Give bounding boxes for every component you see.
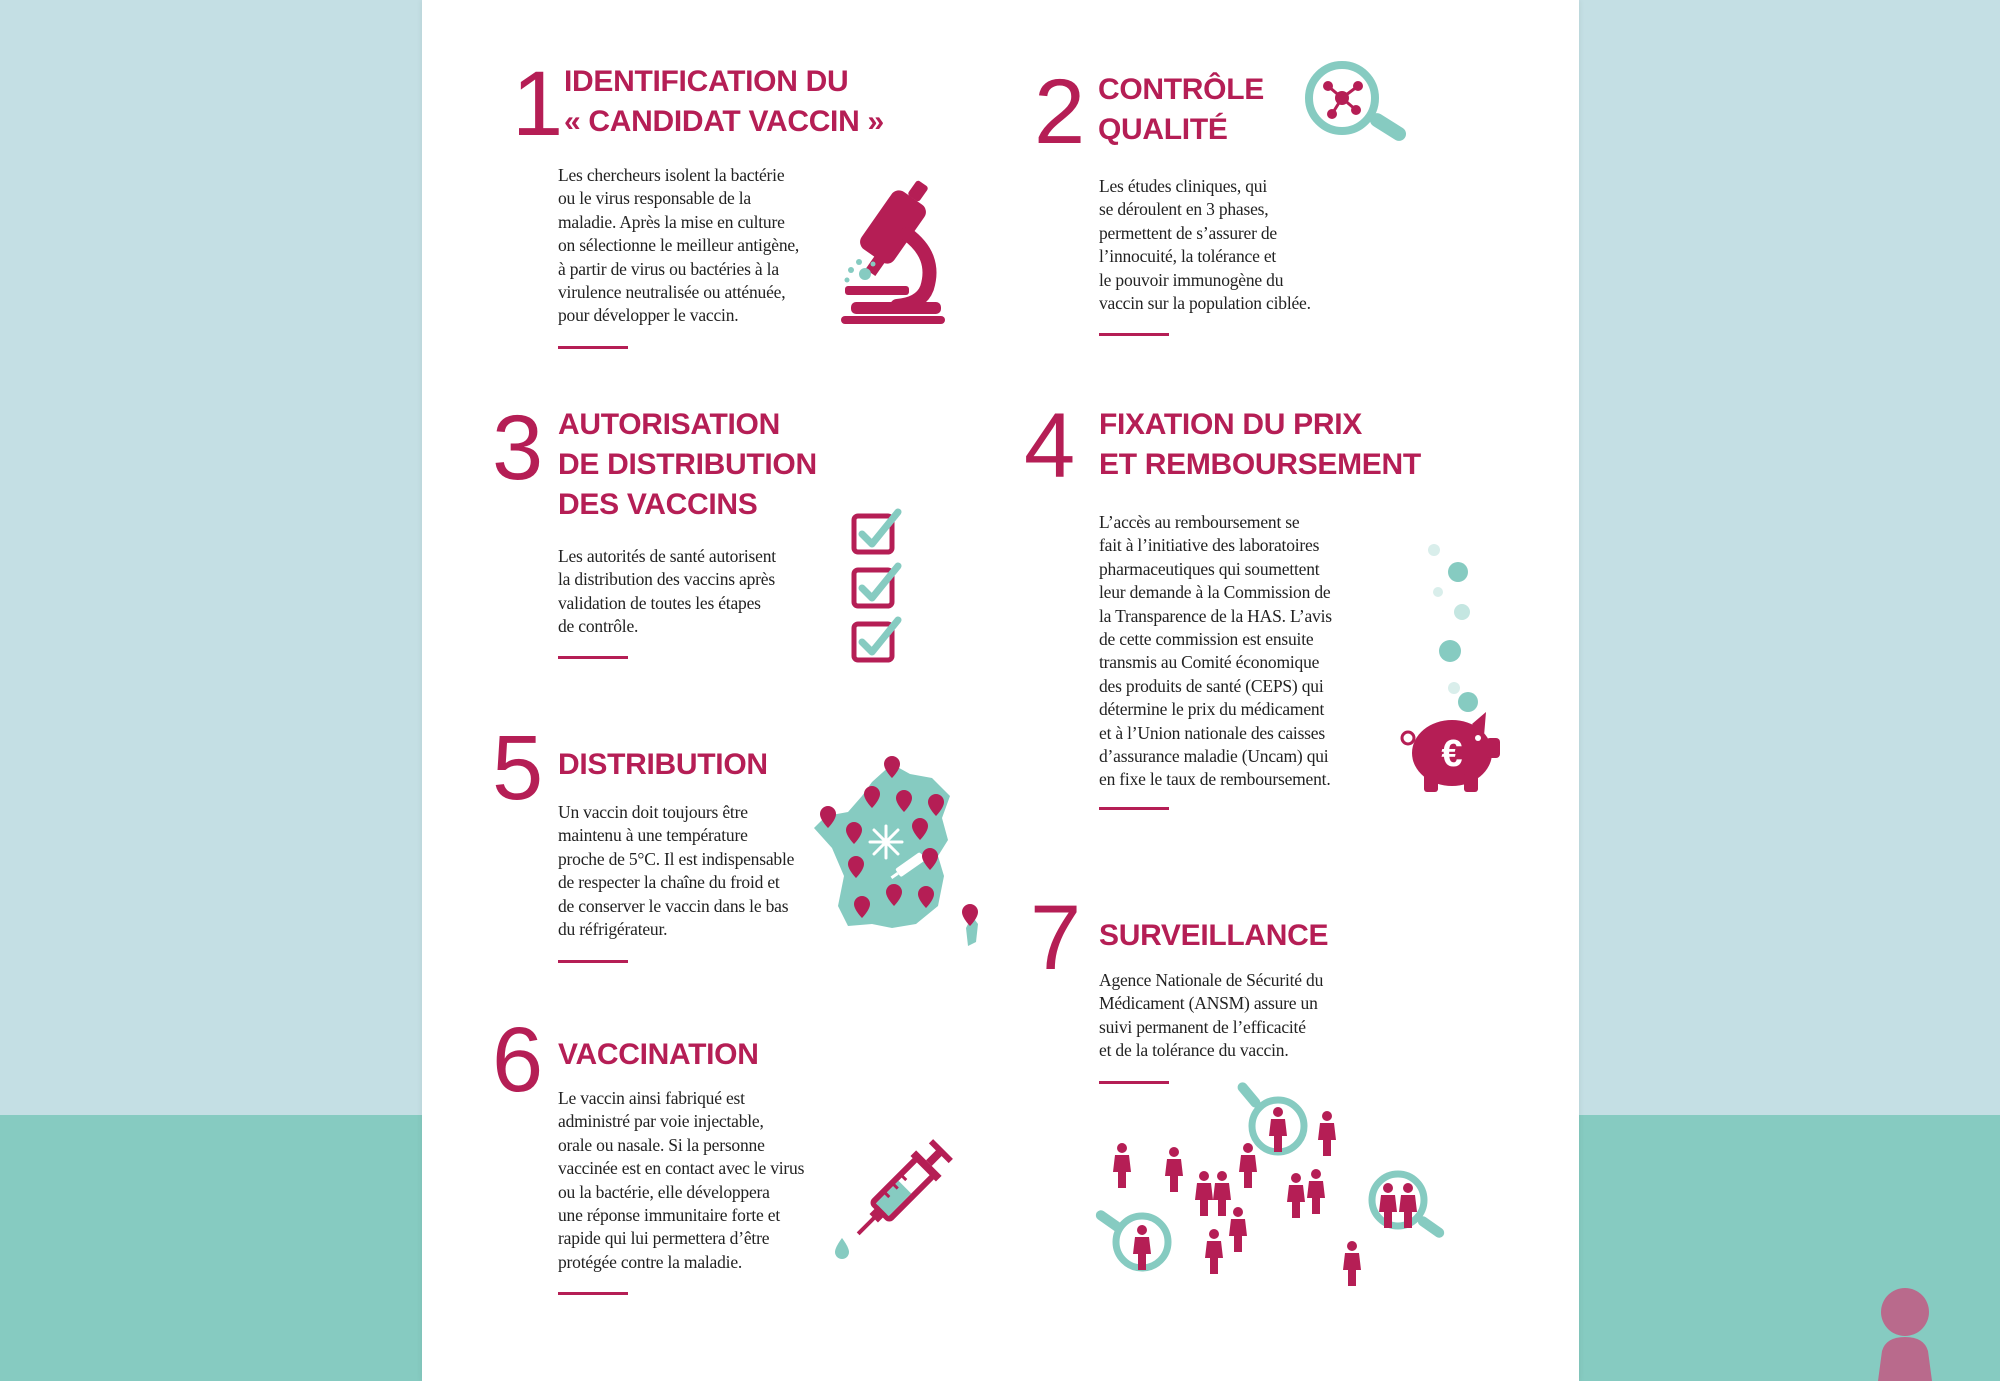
section-divider bbox=[558, 1292, 628, 1295]
step-number: 5 bbox=[492, 717, 542, 819]
syringe-icon bbox=[832, 1120, 972, 1260]
infographic-sheet bbox=[422, 0, 1579, 1381]
microscope-icon bbox=[837, 178, 947, 326]
section-divider bbox=[1099, 807, 1169, 810]
step-description: Le vaccin ainsi fabriqué est administré par voie injectable, orale ou nasale. Si la personne vaccinée est en contact avec le virus ou la bactérie, elle développera une réponse immunitaire forte et rapide qui lui permettera d’être protégée contre la maladie. bbox=[558, 1088, 805, 1272]
section-divider bbox=[558, 346, 628, 349]
section-divider bbox=[558, 960, 628, 963]
person-icon bbox=[1872, 1285, 1938, 1381]
step-title: VACCINATION bbox=[558, 1038, 759, 1071]
step-number: 2 bbox=[1034, 61, 1084, 163]
section-divider bbox=[558, 656, 628, 659]
step-number: 3 bbox=[492, 397, 542, 499]
step-number: 1 bbox=[512, 53, 562, 155]
step-number: 7 bbox=[1030, 887, 1080, 989]
step-description: Les études cliniques, qui se déroulent en 3 phases, permettent de s’assurer de l’innocuité, la tolérance et le pouvoir immunogène du vaccin sur la population ciblée. bbox=[1099, 176, 1311, 314]
step-title: AUTORISATION DE DISTRIBUTION DES VACCINS bbox=[558, 408, 817, 521]
step-title: FIXATION DU PRIX ET REMBOURSEMENT bbox=[1099, 408, 1421, 481]
step-description: Agence Nationale de Sécurité du Médicament (ANSM) assure un suivi permanent de l’efficacité et de la tolérance du vaccin. bbox=[1099, 970, 1324, 1061]
step-description: Les chercheurs isolent la bactérie ou le virus responsable de la maladie. Après la mise en culture on sélectionne le meilleur antigène, à partir de virus ou bactéries à la virulence neutralisée ou atténuée, pour développer le vaccin. bbox=[558, 165, 800, 326]
section-divider bbox=[1099, 333, 1169, 336]
step-number: 4 bbox=[1024, 395, 1074, 497]
step-title: CONTRÔLE QUALITÉ bbox=[1098, 73, 1264, 146]
magnifier-molecule-icon bbox=[1302, 60, 1412, 150]
france-map-icon bbox=[792, 756, 1002, 946]
step-title: DISTRIBUTION bbox=[558, 748, 768, 781]
euro-symbol: € bbox=[1441, 733, 1463, 775]
step-description: Un vaccin doit toujours être maintenu à une température proche de 5°C. Il est indispensable de respecter la chaîne du froid et de conserver le vaccin dans le bas du réfrigérateur. bbox=[558, 802, 795, 940]
step-description: L’accès au remboursement se fait à l’initiative des laboratoires pharmaceutiques qui soumettent leur demande à la Commission de la Transparence de la HAS. L’avis de cette commission est ensuite transmis au Comité économique des produits de santé (CEPS) qui détermine le prix du médicament et à l’Union nationale des caisses d’assurance maladie (Uncam) qui en fixe le taux de remboursement. bbox=[1099, 512, 1332, 790]
step-title: SURVEILLANCE bbox=[1099, 919, 1329, 952]
step-title: IDENTIFICATION DU « CANDIDAT VACCIN » bbox=[564, 65, 884, 138]
piggy-bank-icon bbox=[1394, 540, 1504, 792]
checklist-icon bbox=[850, 508, 906, 664]
step-description: Les autorités de santé autorisent la distribution des vaccins après validation de toutes les étapes de contrôle. bbox=[558, 546, 776, 637]
step-number: 6 bbox=[492, 1009, 542, 1111]
population-surveillance-icon bbox=[1086, 1080, 1476, 1300]
